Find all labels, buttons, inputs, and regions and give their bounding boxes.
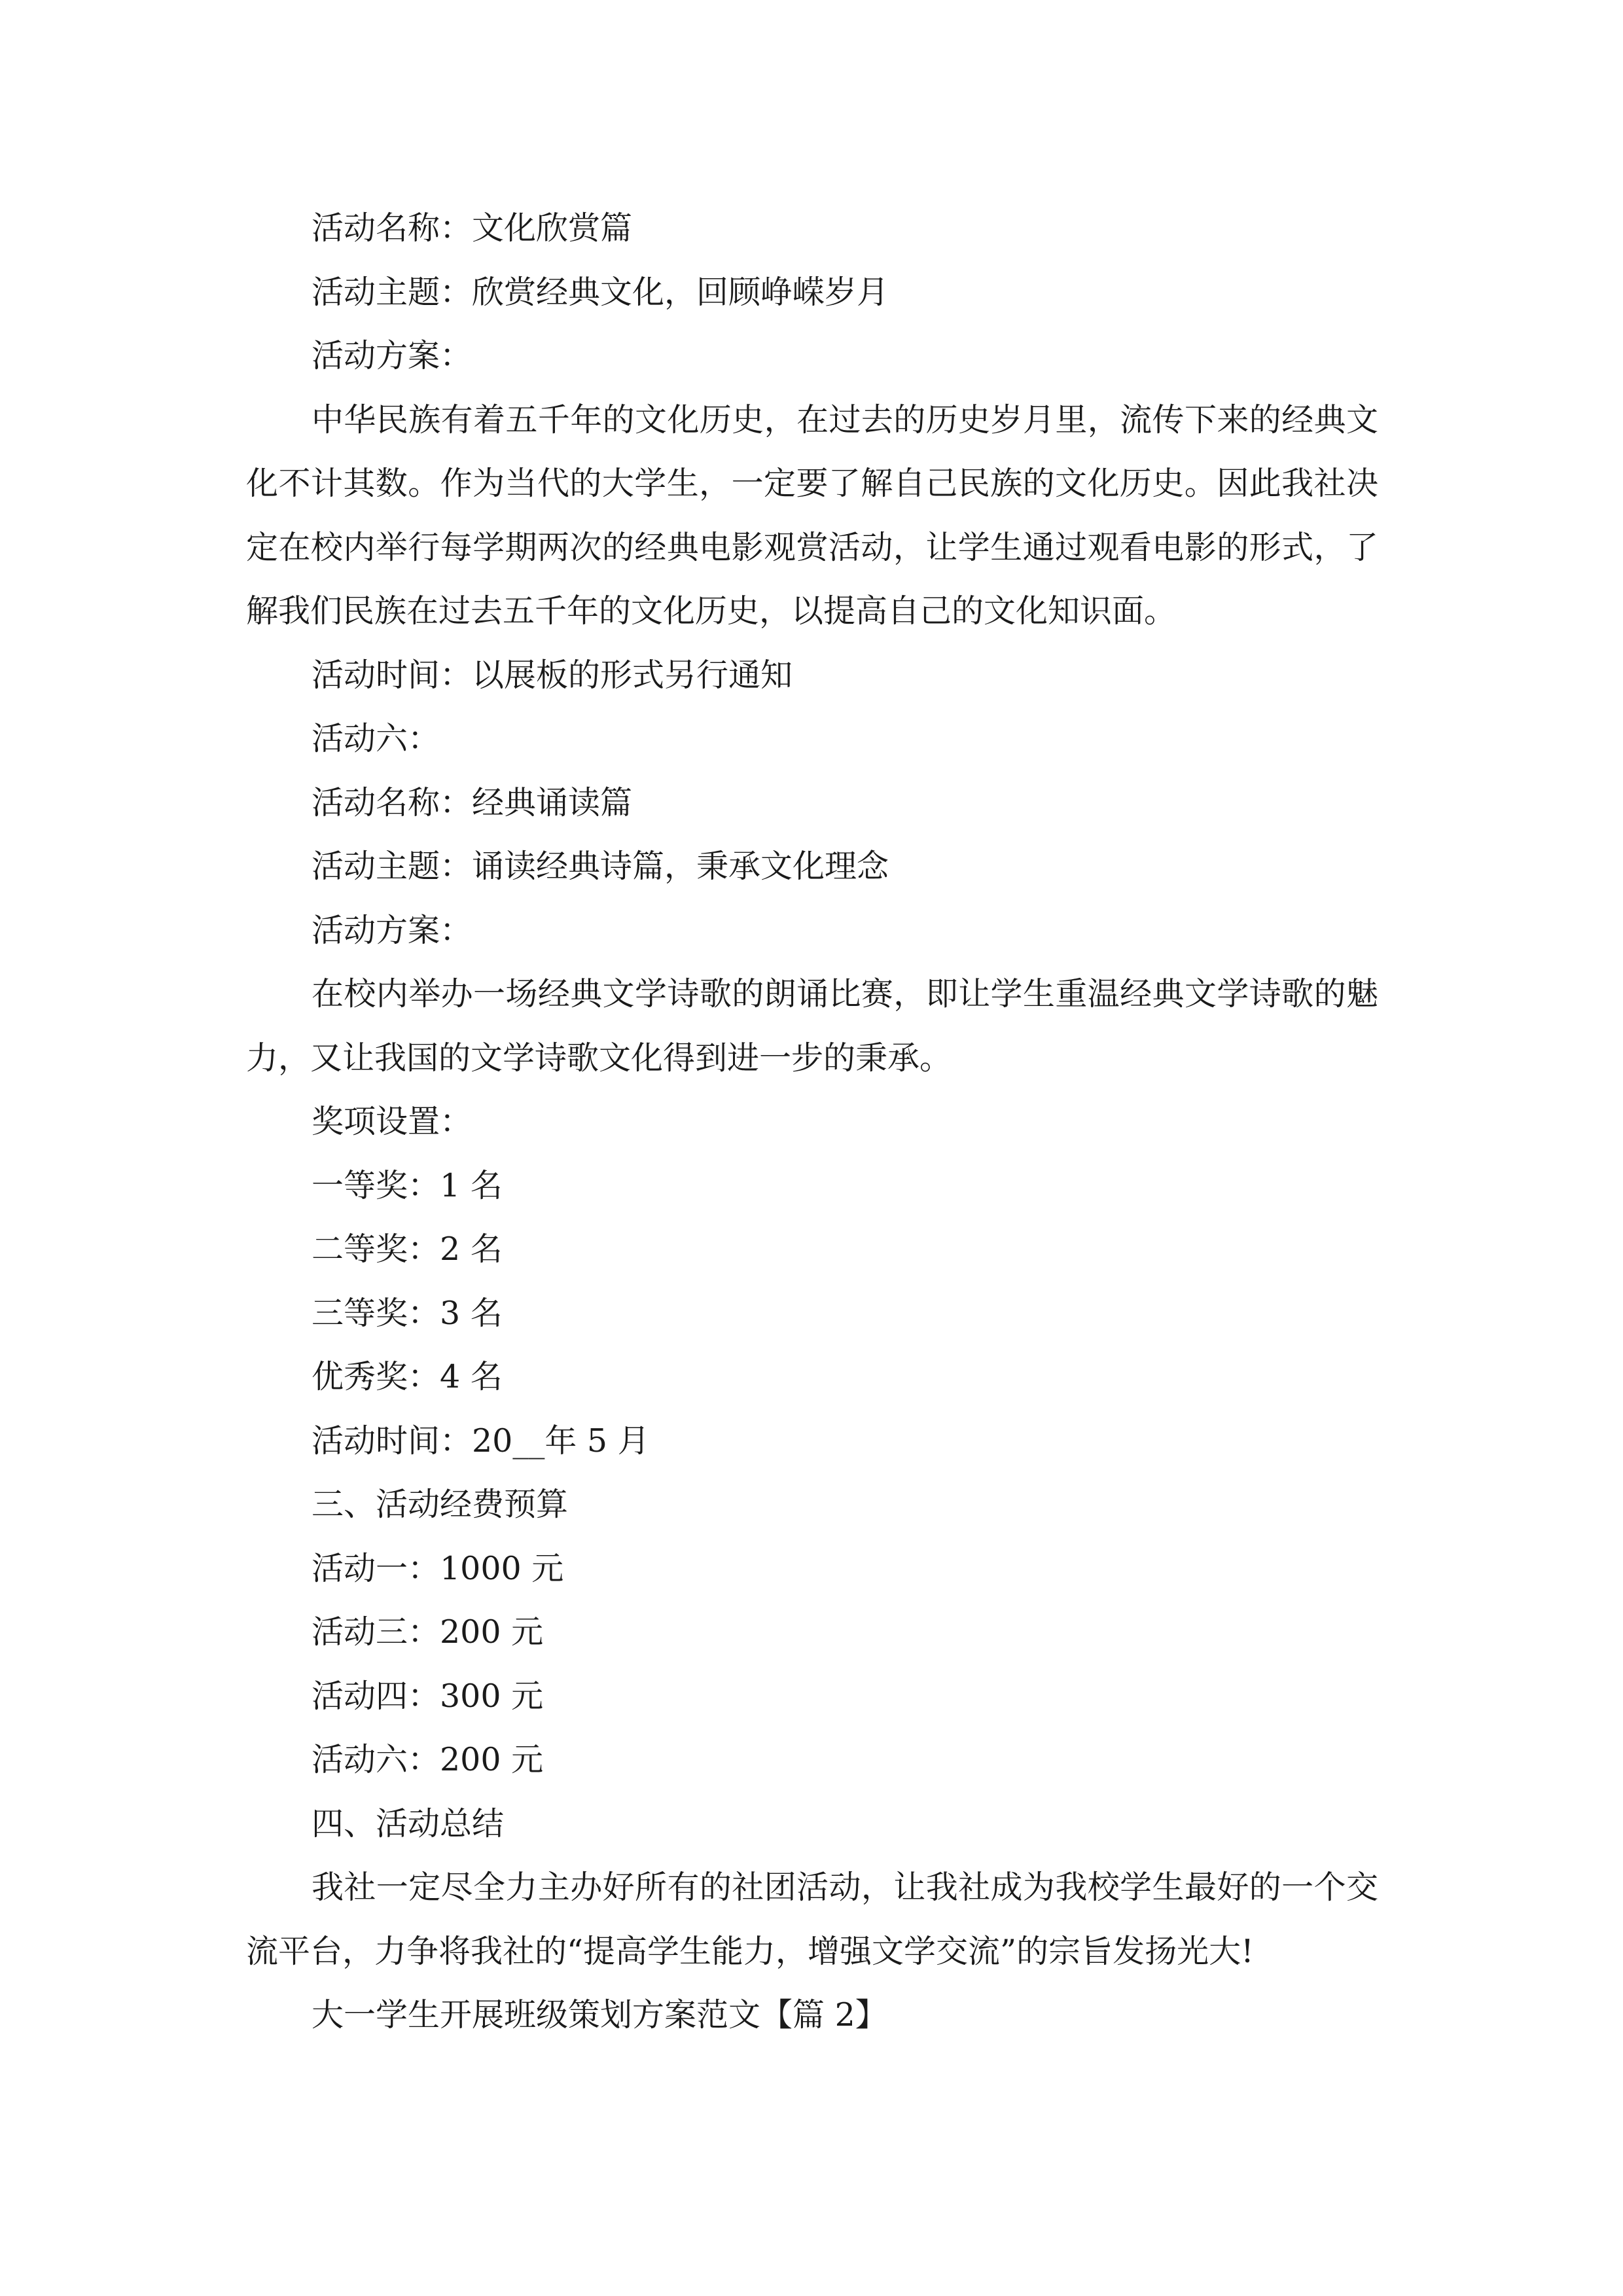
budget-heading: 三、活动经费预算 — [312, 1486, 569, 1523]
activity-six-theme-line: 活动主题：诵读经典诗篇，秉承文化理念 — [312, 848, 889, 885]
activity-six-name-line: 活动名称：经典诵读篇 — [312, 783, 633, 821]
budget-activity-four: 活动四：300 元 — [312, 1677, 544, 1715]
award-first-line: 一等奖：1 名 — [312, 1166, 503, 1204]
activity-six-heading: 活动六： — [312, 720, 440, 757]
activity-name-line: 活动名称：文化欣赏篇 — [312, 209, 633, 247]
budget-activity-six: 活动六：200 元 — [312, 1741, 544, 1778]
budget-activity-three: 活动三：200 元 — [312, 1613, 544, 1651]
recitation-paragraph: 在校内举办一场经典文学诗歌的朗诵比赛，即让学生重温经典文学诗歌的魅力，又让我国的文学诗歌文化得到进一步的秉承。 — [246, 975, 1378, 1077]
activity-theme-line: 活动主题：欣赏经典文化，回顾峥嵘岁月 — [312, 273, 889, 311]
summary-paragraph: 我社一定尽全力主办好所有的社团活动，让我社成为我校学生最好的一个交流平台，力争将我社的“提高学生能力，增强文学交流”的宗旨发扬光大! — [246, 1869, 1378, 1970]
budget-activity-one: 活动一：1000 元 — [312, 1549, 564, 1587]
activity-six-plan-heading: 活动方案： — [312, 911, 473, 949]
activity-six-time-line: 活动时间：20__年 5 月 — [312, 1422, 650, 1460]
summary-heading: 四、活动总结 — [312, 1804, 505, 1842]
award-excellence-line: 优秀奖：4 名 — [312, 1358, 503, 1395]
activity-time-line: 活动时间：以展板的形式另行通知 — [312, 656, 793, 694]
next-article-title: 大一学生开展班级策划方案范文【篇 2】 — [312, 1996, 887, 2034]
culture-paragraph: 中华民族有着五千年的文化历史，在过去的历史岁月里，流传下来的经典文化不计其数。作为当代的大学生，一定要了解自己民族的文化历史。因此我社决定在校内举行每学期两次的经典电影观赏活动，让学生通过观看电影的形式，了解我们民族在过去五千年的文化历史，以提高自己的文化知识面。 — [246, 401, 1378, 630]
award-second-line: 二等奖：2 名 — [312, 1230, 503, 1268]
awards-heading: 奖项设置： — [312, 1103, 473, 1140]
award-third-line: 三等奖：3 名 — [312, 1294, 503, 1332]
document-page — [246, 196, 1378, 2047]
activity-plan-heading: 活动方案： — [312, 337, 473, 374]
